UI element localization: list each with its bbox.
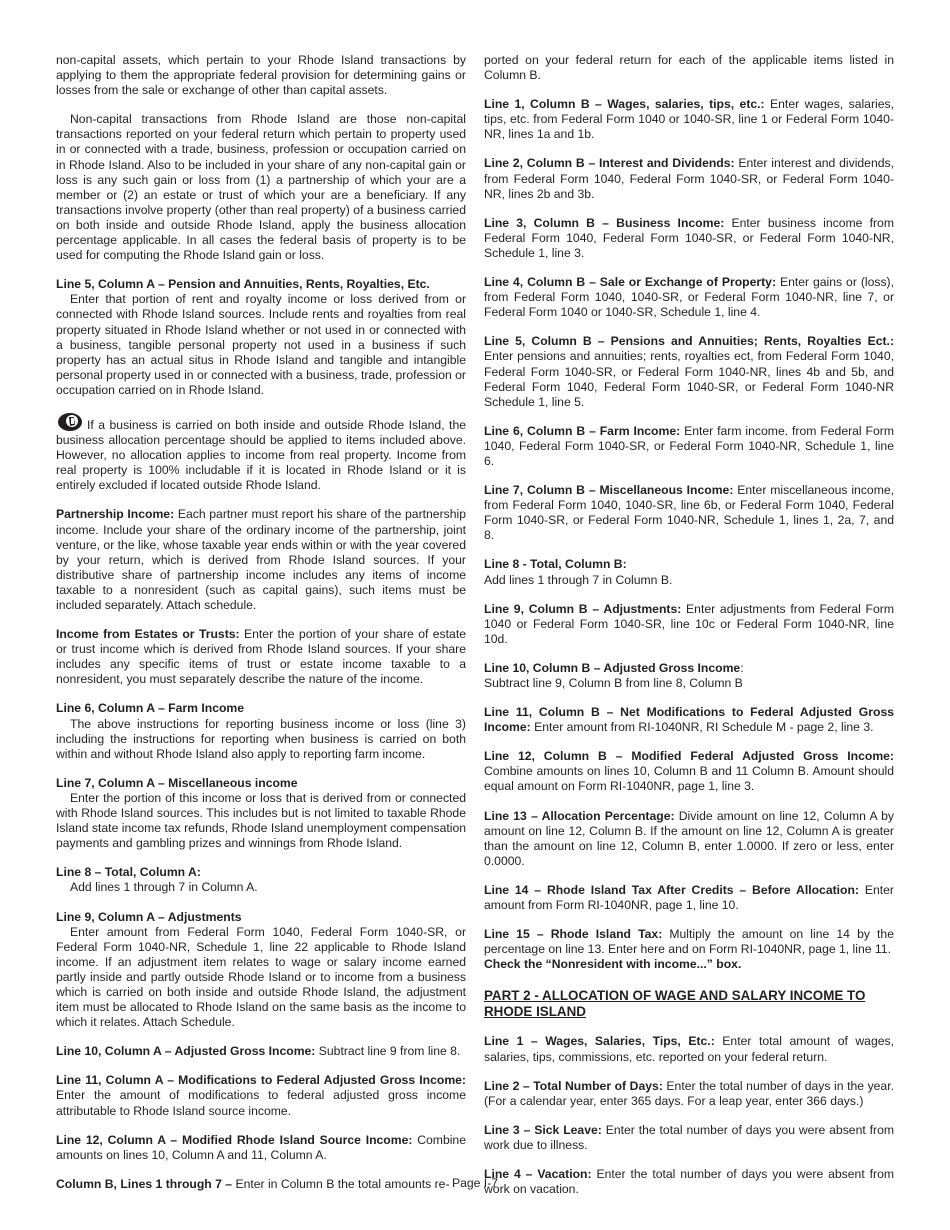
col-b-body: Enter in Column B the total amounts re-: [232, 1176, 450, 1191]
section-partnership-income: [56, 507, 466, 613]
section-line6-col-b: [484, 424, 894, 469]
page-number: Page I-7: [451, 1176, 499, 1190]
l2-body: Enter interest and dividends, from Federal Form 1040, Federal Form 1040-SR, or Federal Form 1040-NR, lines 2b and 3b.: [484, 156, 894, 201]
l10-colon: :: [740, 660, 744, 675]
l11-body: Enter amount from RI-1040NR, RI Schedule M - page 2, line 3.: [530, 720, 874, 735]
left-column: [56, 53, 466, 1206]
l8-heading: Line 8 - Total, Column B:: [484, 557, 627, 572]
line9-body: Enter amount from Federal Form 1040, Federal Form 1040-SR, or Federal Form 1040-NR, Schedule 1, line 22 applicable to Rhode Island income. If an adjustment item relates to wage or salary income earned partly inside and partly outside Rhode Island or to income from a business which is carried on both inside and outside Rhode Island, the adjustment item must be allocated to Rhode Island on the same basis as the income to which it relates. Attach Schedule.: [56, 924, 466, 1030]
l6-body: Enter farm income. from Federal Form 1040, Federal Form 1040-SR, or Federal Form 1040-NR, Schedule 1, line 6.: [484, 423, 894, 468]
note-business-allocation: [56, 412, 466, 493]
section-line9-col-a: [56, 910, 466, 1031]
l6-heading: Line 6, Column B – Farm Income:: [484, 423, 681, 438]
line12-heading: Line 12, Column A – Modified Rhode Island Source Income:: [56, 1132, 413, 1147]
l15-check-instruction: Check the “Nonresident with income...” box.: [484, 957, 742, 972]
line11-body: Enter the amount of modifications to federal adjusted gross income attributable to Rhode Island source income.: [56, 1088, 466, 1118]
p2l4-heading: Line 4 – Vacation:: [484, 1166, 592, 1181]
section-line12-col-a: [56, 1133, 466, 1163]
l9-body: Enter adjustments from Federal Form 1040 or Federal Form 1040-SR, line 10c or Federal Form 1040-NR, line 10d.: [484, 601, 894, 646]
l14-heading: Line 14 – Rhode Island Tax After Credits – Before Allocation:: [484, 882, 859, 897]
col-b-heading: Column B, Lines 1 through 7 –: [56, 1176, 233, 1191]
section-estates-trusts: [56, 627, 466, 687]
p2l4-body: Enter the total number of days you were absent from work on vacation.: [484, 1166, 895, 1197]
line12-body: Combine amounts on lines 10, Column A and 11, Column A.: [56, 1132, 466, 1162]
l1-heading: Line 1, Column B – Wages, salaries, tips, etc.:: [484, 97, 765, 112]
l10-heading: Line 10, Column B – Adjusted Gross Income: [484, 660, 741, 675]
l2-heading: Line 2, Column B – Interest and Dividends:: [484, 156, 735, 171]
l15-heading: Line 15 – Rhode Island Tax:: [484, 927, 663, 942]
line9-heading: Line 9, Column A – Adjustments: [56, 909, 242, 924]
section-line5-col-a: [56, 277, 466, 398]
p2l1-heading: Line 1 – Wages, Salaries, Tips, Etc.:: [484, 1034, 715, 1049]
section-line3-col-b: [484, 216, 894, 261]
line10-heading: Line 10, Column A – Adjusted Gross Income:: [56, 1044, 316, 1059]
partnership-body: Each partner must report his share of the partnership income. Include your share of the ordinary income of the partnership, joint venture, or the like, whose taxable year ends within or with the year covered by your return, which is derived from Rhode Island sources. If your distributive share of partnership income includes any items of income taxable to a nonresident (such as capital gains), such items must be included separately. Attach schedule.: [56, 507, 467, 612]
p2l3-body: Enter the total number of days you were absent from work due to illness.: [484, 1122, 895, 1152]
l13-body: Divide amount on line 12, Column A by amount on line 12, Column B. If the amount on line 12, Column A is greater than the amount on line 12, Column B, enter 1.0000. If zero or less, enter 0.0000.: [484, 808, 894, 868]
line11-heading: Line 11, Column A – Modifications to Federal Adjusted Gross Income:: [56, 1073, 466, 1088]
estates-heading: Income from Estates or Trusts:: [56, 627, 240, 642]
l14-body: Enter amount from Form RI-1040NR, page 1, line 10.: [484, 882, 894, 913]
line6-heading: Line 6, Column A – Farm Income: [56, 701, 245, 716]
line7-body: Enter the portion of this income or loss that is derived from or connected with Rhode Island sources. This includes but is not limited to taxable Rhode Island state income tax refunds, Rhode Island unemployment compensation payments and gambling prizes and winnings from Rhode Island.: [56, 790, 466, 851]
section-line9-col-b: [484, 602, 894, 647]
section-line10-col-b: [484, 661, 894, 691]
l10-body: Subtract line 9, Column B from line 8, Column B: [484, 676, 743, 690]
right-column: [484, 53, 894, 1211]
line8-body: Add lines 1 through 7 in Column A.: [70, 880, 258, 895]
section-line14: [484, 883, 894, 913]
l7-heading: Line 7, Column B – Miscellaneous Income:: [484, 483, 734, 498]
line6-body: The above instructions for reporting business income or loss (line 3) including the instructions for reporting when business is carried on both within and without Rhode Island also apply to reporting farm income.: [56, 716, 466, 761]
note-text: If a business is carried on both inside and outside Rhode Island, the business allocation percentage should be applied to items included above. However, no allocation applies to income from real property. Income from real property is 100% includable if it is located in Rhode Island or it is entirely excluded if located outside Rhode Island.: [56, 417, 466, 493]
section-line11-col-b: [484, 705, 894, 735]
section-line11-col-a: [56, 1073, 466, 1118]
section-line7-col-a: [56, 776, 466, 851]
section-line12-col-b: [484, 749, 894, 794]
section-line2-col-b: [484, 156, 894, 201]
l4-heading: Line 4, Column B – Sale or Exchange of Property:: [484, 275, 777, 290]
section-line4-col-b: [484, 275, 894, 320]
section-line7-col-b: [484, 483, 894, 543]
p2l2-body: Enter the total number of days in the year. (For a calendar year, enter 365 days. For a leap year, enter 366 days.): [484, 1078, 894, 1108]
l4-body: Enter gains or (loss), from Federal Form 1040, 1040-SR, or Federal Form 1040-NR, line 7, or Federal Form 1040 or 1040-SR, Schedule 1, line 4.: [484, 275, 894, 320]
line10-body: Subtract line 9 from line 8.: [315, 1044, 461, 1059]
part2-heading: PART 2 - ALLOCATION OF WAGE AND SALARY INCOME TO RHODE ISLAND: [484, 988, 866, 1020]
p2l2-heading: Line 2 – Total Number of Days:: [484, 1078, 663, 1093]
paragraph-noncapital-assets: non-capital assets, which pertain to your Rhode Island transactions by applying to them the appropriate federal provision for determining gains or losses from the sale or exchange of other than capital assets.: [56, 53, 466, 98]
l12-heading: Line 12, Column B – Modified Federal Adjusted Gross Income:: [484, 749, 894, 764]
l15-body: Multiply the amount on line 14 by the percentage on line 13. Enter here and on Form RI-1040NR, page 1, line 11.: [484, 927, 894, 957]
l3-body: Enter business income from Federal Form 1040, Federal Form 1040-SR, or Federal Form 1040-NR, Schedule 1, line 3.: [484, 215, 894, 260]
note-pointer-icon: [56, 412, 84, 432]
line7-heading: Line 7, Column A – Miscellaneous income: [56, 775, 298, 790]
section-line8-col-b: [484, 557, 894, 587]
section-line13: [484, 809, 894, 869]
l9-heading: Line 9, Column B – Adjustments:: [484, 601, 682, 616]
estates-body: Enter the portion of your share of estate or trust income which is derived from Rhode Island sources. If your share includes any specific items of trust or estate income taxable to a nonresident, you must separately describe the nature of the income.: [56, 627, 466, 687]
l12-body: Combine amounts on lines 10, Column B and 11 Column B. Amount should equal amount on Form RI-1040NR, page 1, line 3.: [484, 764, 894, 794]
l1-body: Enter wages, salaries, tips, etc. from Federal Form 1040 or 1040-SR, line 1 or Federal Form 1040-NR, lines 1a and 1b.: [484, 97, 894, 142]
l13-heading: Line 13 – Allocation Percentage:: [484, 808, 675, 823]
section-line6-col-a: [56, 701, 466, 761]
section-p2-line3: [484, 1123, 894, 1153]
l5-heading: Line 5, Column B – Pensions and Annuities; Rents, Royalties Ect.:: [484, 334, 894, 349]
l8-body: Add lines 1 through 7 in Column B.: [484, 572, 673, 587]
line5-heading: Line 5, Column A – Pension and Annuities, Rents, Royalties, Etc.: [56, 277, 430, 292]
line8-heading: Line 8 – Total, Column A:: [56, 865, 201, 880]
section-line8-col-a: [56, 865, 466, 895]
partnership-heading: Partnership Income:: [56, 507, 175, 522]
l11-heading: Line 11, Column B – Net Modifications to Federal Adjusted Gross Income:: [484, 705, 894, 735]
line5-body: Enter that portion of rent and royalty income or loss derived from or connected with Rhode Island sources. Include rents and royalties from real property situated in Rhode Island whether or not used in or connected with a business, tangible personal property not used in a business if such property has an actual situs in Rhode Island and tangible and intangible personal property used in or connected with a business, trade, profession or occupation carried on in Rhode Island.: [56, 292, 466, 397]
section-line1-col-b: [484, 97, 894, 142]
section-p2-line1: [484, 1034, 894, 1064]
l7-body: Enter miscellaneous income, from Federal Form 1040, 1040-SR, line 6b, or Federal Form 1040, Federal Form 1040-SR, or Federal Form 1040-NR, Schedule 1, lines 1, 2a, 7, and 8.: [484, 483, 895, 543]
section-p2-line2: [484, 1079, 894, 1109]
section-line15: [484, 927, 894, 972]
l3-heading: Line 3, Column B – Business Income:: [484, 215, 725, 230]
paragraph-noncapital-transactions: Non-capital transactions from Rhode Island are those non-capital transactions reported on your federal return which pertain to property used in or connected with a trade, business, profession or occupation carried on in Rhode Island. Also to be included in your share of any non-capital gain or loss is any such gain or loss from (1) a partnership of which your are a member or (2) an estate or trust of which your are a beneficiary. If any transactions involve property (other than real property) of a business carried on both inside and outside Rhode Island, apply the business allocation percentage applicable. In all cases the federal basis of property is to be used for computing the Rhode Island gain or loss.: [56, 112, 466, 263]
paragraph-continued: ported on your federal return for each of the applicable items listed in Column B.: [484, 53, 894, 83]
section-line10-col-a: [56, 1044, 466, 1059]
l5-body: Enter pensions and annuities; rents, royalties ect, from Federal Form 1040, Federal Form 1040-SR, or Federal Form 1040-NR, lines 4b and 5b, and Federal Form 1040, Federal Form 1040-SR, or Federal Form 1040-NR Schedule 1, line 5.: [484, 349, 894, 409]
p2l3-heading: Line 3 – Sick Leave:: [484, 1122, 602, 1137]
p2l1-body: Enter total amount of wages, salaries, tips, commissions, etc. reported on your federal return.: [484, 1034, 894, 1064]
section-line5-col-b: [484, 334, 894, 409]
